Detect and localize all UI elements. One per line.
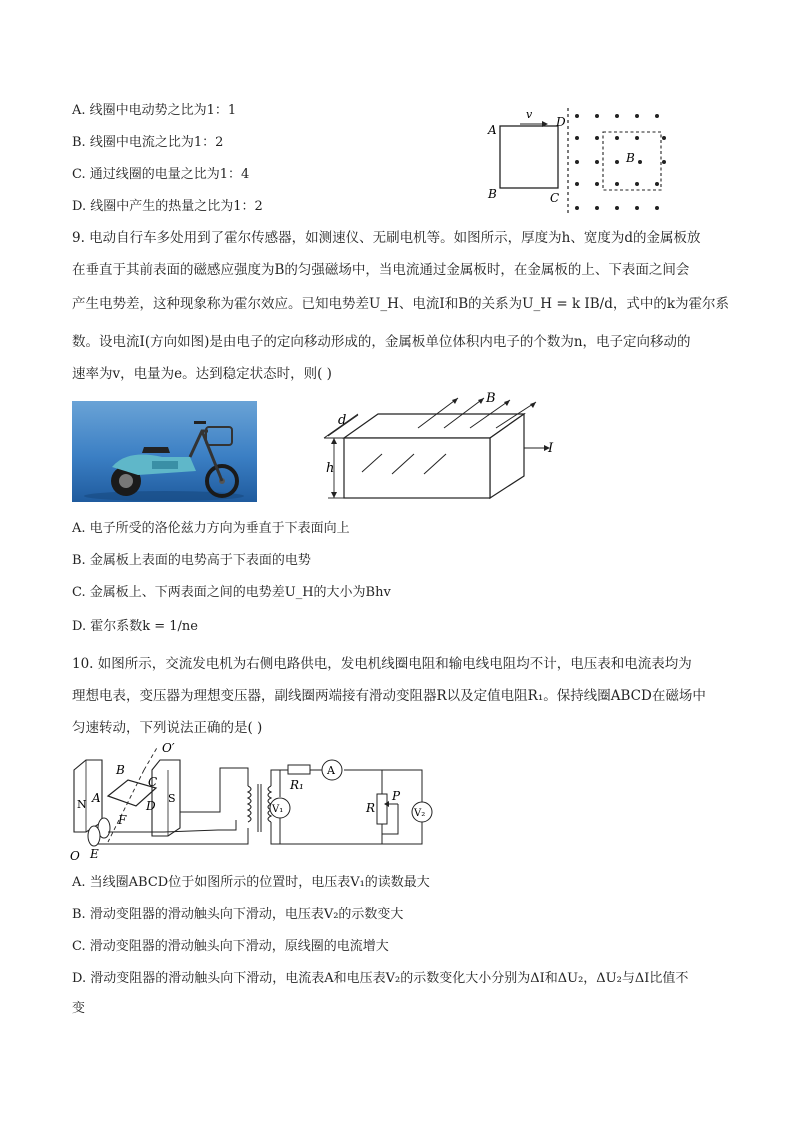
magnet-south (152, 760, 180, 836)
q10-option-a: A. 当线圈ABCD位于如图所示的位置时，电压表V₁的读数最大 (72, 875, 430, 890)
label-F: F (118, 813, 127, 827)
q9-option-d: D. 霍尔系数k = 1/ne (72, 619, 198, 634)
label-C: C (550, 191, 560, 205)
label-I: I (548, 441, 554, 456)
label-V1: V₁ (272, 804, 284, 815)
label-E: E (90, 847, 99, 861)
rheostat-r (377, 794, 387, 824)
label-coil-A: A (92, 791, 101, 805)
label-S: S (168, 792, 176, 805)
label-coil-B: B (116, 763, 125, 777)
label-V2: V₂ (414, 808, 426, 819)
q9-option-c: C. 金属板上、下两表面之间的电势差U_H的大小为Bhv (72, 585, 391, 600)
q9-line-1: 9. 电动自行车多处用到了霍尔传感器，如测速仪、无刷电机等。如图所示，厚度为h、宽度为d的金属板放 (72, 230, 701, 246)
field-dots (575, 114, 666, 210)
q8-option-a: A. 线圈中电动势之比为1：1 (72, 103, 237, 118)
label-coil-C: C (148, 775, 158, 789)
q10-line-1: 10. 如图所示，交流发电机为右侧电路供电，发电机线圈电阻和输电线电阻均不计，电压表和电流表均为 (72, 656, 692, 672)
q9-line-5: 速率为v，电量为e。达到稳定状态时，则( ) (72, 366, 332, 382)
q8-option-c: C. 通过线圈的电量之比为1：4 (72, 167, 250, 182)
rotation-axis (108, 770, 144, 842)
q9-option-a: A. 电子所受的洛伦兹力方向为垂直于下表面向上 (72, 521, 350, 536)
label-O-prime: O′ (162, 741, 175, 755)
primary-coil (248, 786, 251, 822)
label-R1: R₁ (290, 778, 304, 792)
square-coil (500, 126, 558, 188)
label-N: N (77, 798, 87, 811)
slip-ring-2 (88, 826, 100, 846)
label-P: P (392, 789, 401, 803)
label-R: R (366, 801, 376, 815)
q10-option-d-line-1: D. 滑动变阻器的滑动触头向下滑动，电流表A和电压表V₂的示数变化大小分别为ΔI和ΔU₂，ΔU₂与ΔI比值不 (72, 971, 689, 986)
label-ammeter: A (327, 764, 335, 777)
q10-line-2: 理想电表，变压器为理想变压器，副线圈两端接有滑动变阻器R以及定值电阻R₁。保持线圈ABCD在磁场中 (72, 688, 706, 704)
label-v: v (526, 108, 533, 121)
label-d: d (338, 413, 347, 428)
q8-coil-field-figure (480, 104, 680, 216)
label-h: h (326, 461, 335, 476)
generator-circuit-figure (68, 740, 438, 864)
q10-option-c: C. 滑动变阻器的滑动触头向下滑动，原线圈的电流增大 (72, 939, 389, 954)
label-B: B (488, 187, 497, 201)
label-A: A (488, 123, 497, 137)
q9-option-b: B. 金属板上表面的电势高于下表面的电势 (72, 553, 311, 568)
label-B: B (486, 391, 496, 406)
q8-option-d: D. 线圈中产生的热量之比为1：2 (72, 199, 263, 214)
q10-option-d-line-2: 变 (72, 1001, 86, 1016)
label-D: D (556, 115, 566, 129)
resistor-r1 (288, 765, 310, 774)
q9-line-3: 产生电势差，这种现象称为霍尔效应。已知电势差U_H、电流I和B的关系为U_H = k IB/d，式中的k为霍尔系 (72, 296, 730, 312)
q9-line-4: 数。设电流I(方向如图)是由电子的定向移动形成的，金属板单位体积内电子的个数为n，电子定向移动的 (72, 334, 691, 350)
label-O: O (70, 849, 80, 863)
e-bike-photo (72, 401, 257, 502)
label-field-B: B (626, 151, 635, 165)
q8-option-b: B. 线圈中电流之比为1：2 (72, 135, 224, 150)
hall-plate-figure (318, 388, 568, 504)
q10-line-3: 匀速转动，下列说法正确的是( ) (72, 720, 263, 736)
q10-option-b: B. 滑动变阻器的滑动触头向下滑动，电压表V₂的示数变大 (72, 907, 404, 922)
label-coil-D: D (146, 799, 156, 813)
q9-line-2: 在垂直于其前表面的磁感应强度为B的匀强磁场中，当电流通过金属板时，在金属板的上、下表面之间会 (72, 262, 690, 278)
